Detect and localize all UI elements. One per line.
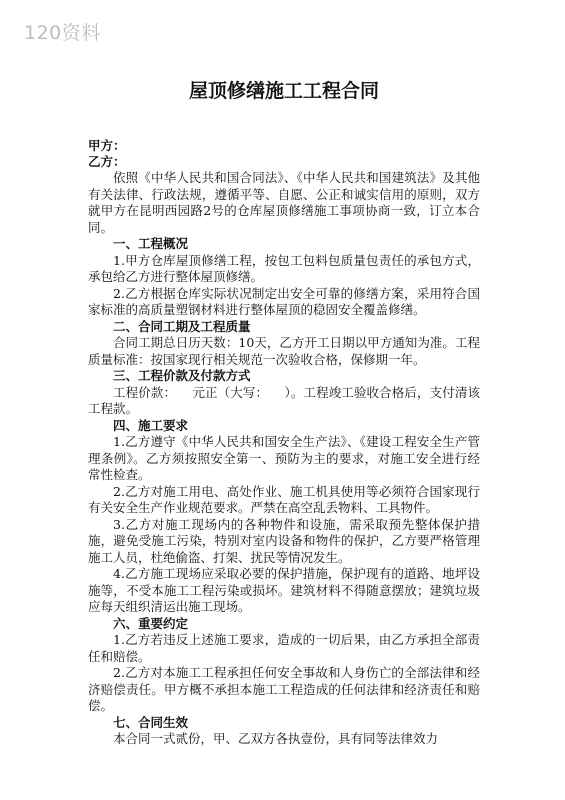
section-heading-schedule-quality: 二、合同工期及工程质量: [113, 318, 251, 334]
requirements-clause-1: 1.乙方遵守《中华人民共和国安全生产法》、《建设工程安全生产管理条例》。乙方须按照安全第一、预防为主的要求，对施工安全进行经常性检查。: [88, 434, 480, 482]
section-heading-important-terms: 六、重要约定: [113, 615, 189, 631]
requirements-clause-2: 2.乙方对施工用电、高处作业、施工机具使用等必须符合国家现行有关安全生产作业规范要求。严禁在高空乱丢物料、工具物件。: [88, 483, 480, 515]
contract-page: [88, 78, 480, 748]
party-a-label: 甲方：: [88, 138, 126, 153]
intro-paragraph: 依照《中华人民共和国合同法》、《中华人民共和国建筑法》及其他有关法律、行政法规，遵循平等、自愿、公正和诚实信用的原则，双方就甲方在昆明西园路2号的仓库屋顶修缮施工事项协商一致，订立本合同。: [88, 170, 480, 235]
overview-clause-1: 1.甲方仓库屋顶修缮工程，按包工包料包质量包责任的承包方式，承包给乙方进行整体屋顶修缮。: [88, 252, 480, 284]
section-heading-price-payment: 三、工程价款及付款方式: [113, 368, 251, 383]
price-payment-clause: 工程价款： 元正（大写： ）。工程竣工验收合格后，支付清该工程款。: [88, 384, 480, 416]
document-title: 屋顶修缮施工工程合同: [188, 80, 379, 102]
effectiveness-clause: 本合同一式贰份，甲、乙双方各执壹份，具有同等法律效力: [113, 731, 439, 746]
section-heading-construction-requirements: 四、施工要求: [113, 417, 189, 433]
important-terms-clause-2: 2.乙方对本施工工程承担任何安全事故和人身伤亡的全部法律和经济赔偿责任。甲方概不承担本施工工程造成的任何法律和经济责任和赔偿。: [88, 665, 480, 713]
schedule-quality-clause: 合同工期总日历天数：10天，乙方开工日期以甲方通知为准。工程质量标准：按国家现行相关规范一次验收合格，保修期一年。: [88, 335, 480, 367]
important-terms-clause-1: 1.乙方若违反上述施工要求，造成的一切后果，由乙方承担全部责任和赔偿。: [88, 632, 480, 664]
requirements-clause-4: 4.乙方施工现场应采取必要的保护措施，保护现有的道路、地坪设施等，不受本施工工程污染或损坏。建筑材料不得随意摆放；建筑垃圾应每天组织清运出施工现场。: [88, 566, 480, 614]
section-heading-overview: 一、工程概况: [113, 236, 189, 251]
party-b-label: 乙方：: [88, 154, 126, 169]
overview-clause-2: 2.乙方根据仓库实际状况制定出安全可靠的修缮方案，采用符合国家标准的高质量塑钢材料进行整体屋顶的稳固安全覆盖修缮。: [88, 285, 480, 317]
section-heading-effectiveness: 七、合同生效: [113, 714, 189, 730]
watermark: 120资料: [24, 22, 101, 44]
requirements-clause-3: 3.乙方对施工现场内的各种物件和设施，需采取预先整体保护措施，避免受施工污染，特别对室内设备和物件的保护，乙方要严格管理施工人员，杜绝偷盗、打架、扰民等情况发生。: [88, 516, 480, 565]
